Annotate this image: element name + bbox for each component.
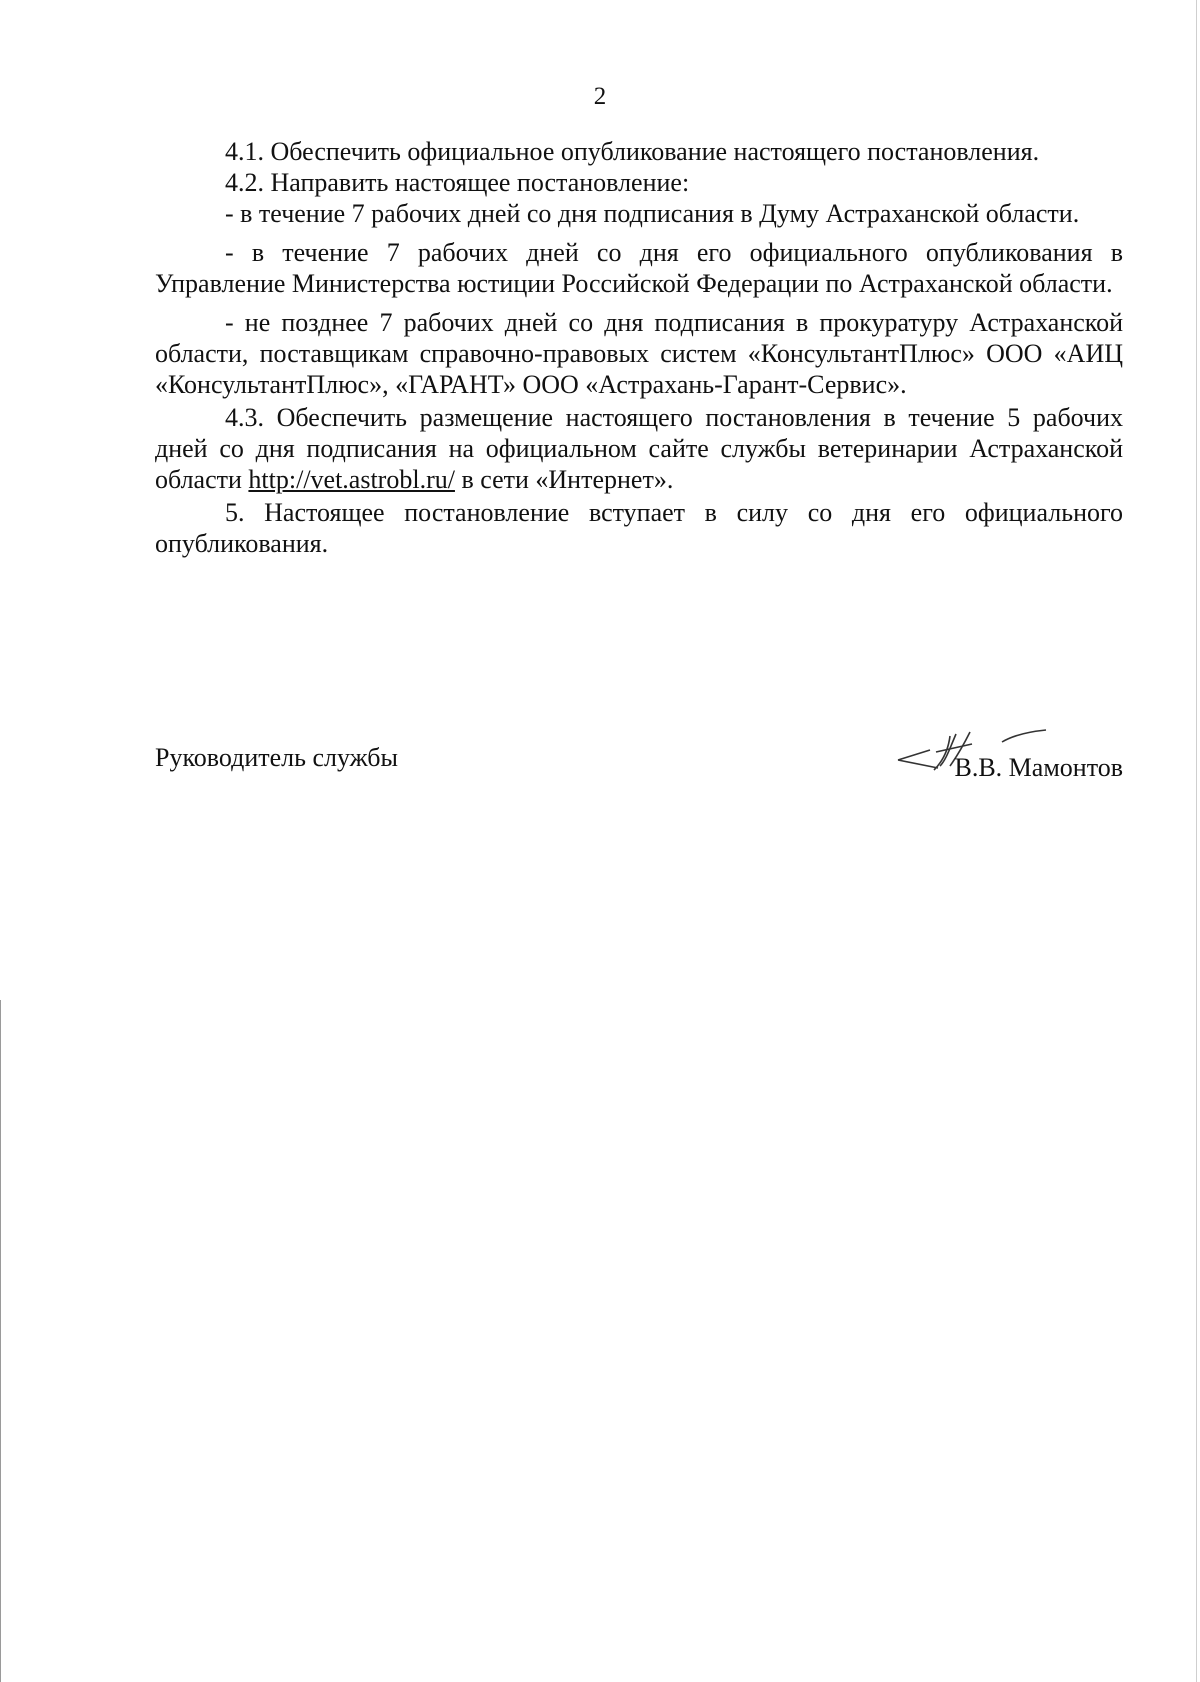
paragraph-bullet-ministry: - в течение 7 рабочих дней со дня его официального опубликования в Управление Министерства юстиции Российской Федерации по Астраханской области. [155,238,1123,298]
paragraph-bullet-prosecutor: - не позднее 7 рабочих дней со дня подписания в прокуратуру Астраханской области, поставщикам справочно-правовых систем «КонсультантПлюс» ООО «АИЦ «КонсультантПлюс», «ГАРАНТ» ООО «Астрахань-Гарант-Сервис». [155,308,1123,399]
paragraph-4-3 [155,402,1123,495]
scan-edge-left [0,1000,1,1682]
paragraph-bullet-duma: - в течение 7 рабочих дней со дня подписания в Думу Астраханской области. [225,199,1080,228]
document-body [155,136,1123,561]
signature-block [155,742,1123,802]
paragraph-4-1: 4.1. Обеспечить официальное опубликование настоящего постановления. [225,137,1040,166]
signatory-name: В.В. Мамонтов [954,753,1123,782]
paragraph-4-3-tail: в сети «Интернет». [461,465,674,494]
signatory-title: Руководитель службы [155,743,398,772]
website-link[interactable]: http://vet.astrobl.ru/ [248,465,455,494]
page-number: 2 [593,83,607,110]
scan-edge-right [1196,0,1197,1682]
paragraph-4-3-text: 4.3. Обеспечить размещение настоящего постановления в течение 5 рабочих дней со дня подписания на официальном сайте службы ветеринарии Астраханской области [155,403,1123,494]
paragraph-4-2: 4.2. Направить настоящее постановление: [225,168,690,197]
paragraph-5: 5. Настоящее постановление вступает в силу со дня его официального опубликования. [155,498,1123,558]
